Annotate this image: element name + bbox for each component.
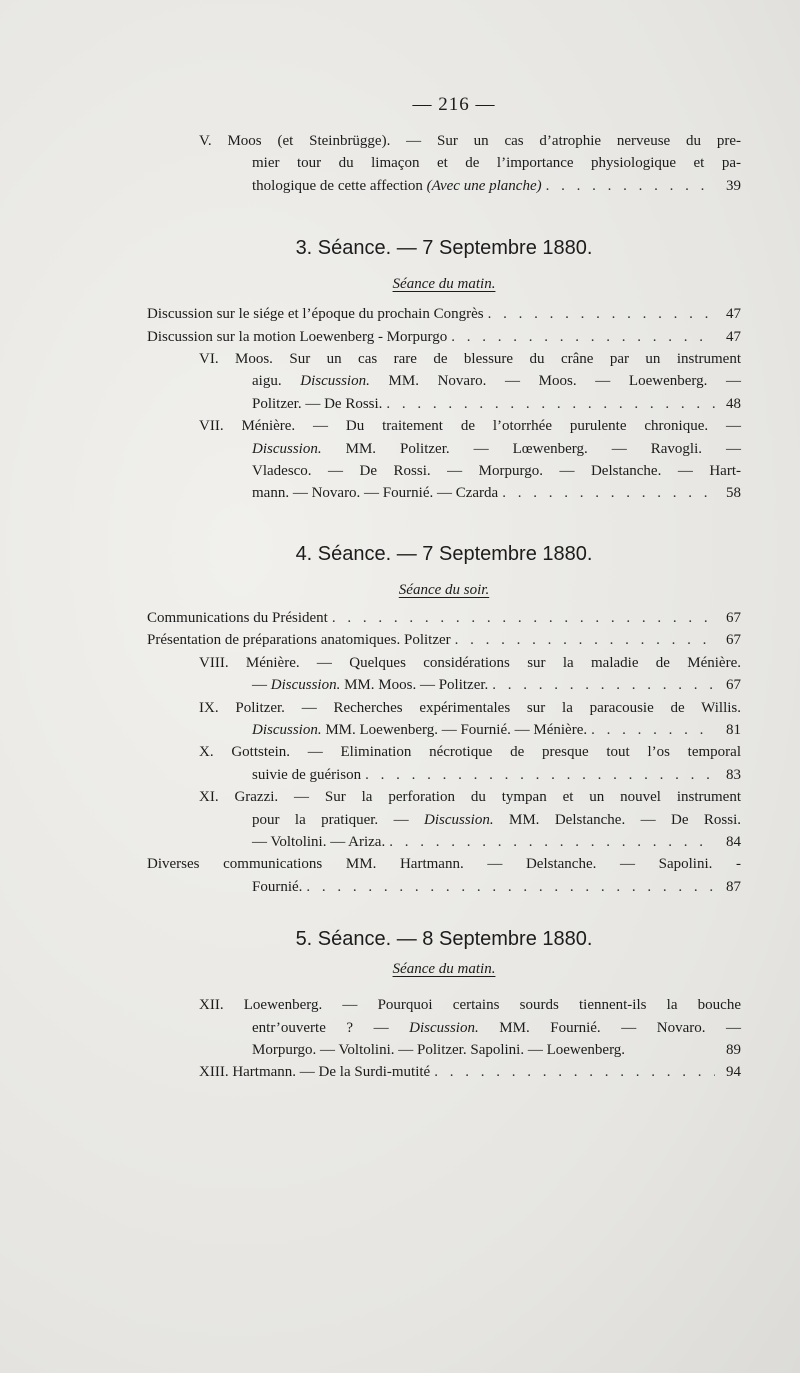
page-ref: 81 xyxy=(726,721,741,738)
page-number: — 216 — xyxy=(412,94,496,115)
entry-text: XIII. Hartmann. — De la Surdi-mutité xyxy=(199,1064,431,1081)
entry-text: — Discussion. MM. Moos. — Politzer. xyxy=(252,677,489,694)
entry-line: mier tour du limaçon et de l’importance physiologique et pa- xyxy=(252,155,741,172)
entry-line: Vladesco. — De Rossi. — Morpurgo. — Delstanche. — Hart- xyxy=(252,463,741,480)
page-ref: 47 xyxy=(726,328,741,345)
entry-line: XII. Loewenberg. — Pourquoi certains sourds tiennent-ils la bouche xyxy=(199,997,741,1014)
dot-leader xyxy=(591,719,715,741)
entry-line: VI. Moos. Sur un cas rare de blessure du crâne par un instrument xyxy=(199,351,741,368)
toc-entry xyxy=(147,303,741,325)
entry-text: Politzer. — De Rossi. xyxy=(252,395,383,412)
entry-text: — Voltolini. — Ariza. xyxy=(252,833,386,850)
entry-line: X. Gottstein. — Elimination nécrotique de presque tout l’os temporal xyxy=(199,744,741,761)
page-ref: 87 xyxy=(726,878,741,895)
entry-text: Discussion sur la motion Loewenberg - Morpurgo xyxy=(147,328,448,345)
section-subtitle: Séance du matin. xyxy=(392,961,496,978)
dot-leader xyxy=(386,393,715,415)
entry-line: Diverses communications MM. Hartmann. — Delstanche. — Sapolini. - xyxy=(147,856,741,873)
section-subtitle: Séance du soir. xyxy=(398,581,490,598)
entry-text: Présentation de préparations anatomiques. Politzer xyxy=(147,632,451,649)
table-of-contents xyxy=(147,90,741,1084)
page-ref: 67 xyxy=(726,677,741,694)
page-ref: 83 xyxy=(726,766,741,783)
entry-line: aigu. Discussion. MM. Novaro. — Moos. — Loewenberg. — xyxy=(252,373,742,390)
toc-entry-vi xyxy=(147,348,741,415)
entry-text: Discussion. MM. Loewenberg. — Fournié. — Ménière. xyxy=(252,721,588,738)
dot-leader xyxy=(488,303,715,325)
dot-leader xyxy=(365,764,715,786)
dot-leader xyxy=(389,831,715,853)
page-ref: 67 xyxy=(726,632,741,649)
toc-entry xyxy=(147,629,741,651)
dot-leader xyxy=(434,1061,715,1083)
entry-text: Fournié. xyxy=(252,878,303,895)
page-ref: 47 xyxy=(726,306,741,323)
entry-line: VIII. Ménière. — Quelques considérations sur la maladie de Ménière. xyxy=(199,654,741,671)
toc-entry-xiii xyxy=(147,1061,741,1083)
toc-entry-viii xyxy=(147,652,741,697)
dot-leader xyxy=(451,326,715,348)
section-subtitle: Séance du matin. xyxy=(392,276,496,293)
page-ref: 48 xyxy=(726,395,741,412)
dot-leader xyxy=(332,607,715,629)
toc-entry xyxy=(147,326,741,348)
toc-entry-xii xyxy=(147,994,741,1061)
entry-line: IX. Politzer. — Recherches expérimentales sur la paracousie de Willis. xyxy=(199,699,741,716)
entry-italic: (Avec une planche) xyxy=(426,177,542,194)
dot-leader xyxy=(546,175,715,197)
toc-entry-vii xyxy=(147,415,741,505)
page-ref: 89 xyxy=(726,1041,741,1058)
toc-entry-ix xyxy=(147,697,741,742)
entry-line: Discussion. MM. Politzer. — Lœwenberg. — Ravogli. — xyxy=(252,440,742,457)
dot-leader xyxy=(306,876,715,898)
entry-text: mann. — Novaro. — Fournié. — Czarda xyxy=(252,485,499,502)
toc-entry xyxy=(147,853,741,898)
page-ref: 94 xyxy=(726,1064,741,1081)
page-ref: 58 xyxy=(726,485,741,502)
page-ref: 67 xyxy=(726,609,741,626)
section-title: 3. Séance. — 7 Septembre 1880. xyxy=(295,237,593,260)
dot-leader xyxy=(502,482,715,504)
section-title: 4. Séance. — 7 Septembre 1880. xyxy=(295,542,593,565)
entry-line xyxy=(199,175,741,197)
toc-entry-x xyxy=(147,741,741,786)
entry-line: XI. Grazzi. — Sur la perforation du tympan et un nouvel instrument xyxy=(199,789,741,806)
dot-leader xyxy=(455,629,715,651)
entry-text: Discussion sur le siége et l’époque du prochain Congrès xyxy=(147,306,484,323)
entry-line: pour la pratiquer. — Discussion. MM. Delstanche. — De Rossi. xyxy=(252,811,742,828)
entry-line: entr’ouverte ? — Discussion. MM. Fournié. — Novaro. — xyxy=(252,1019,742,1036)
section-title: 5. Séance. — 8 Septembre 1880. xyxy=(295,928,593,951)
page-ref: 84 xyxy=(726,833,741,850)
page-ref: 39 xyxy=(726,177,741,194)
dot-leader xyxy=(492,674,715,696)
entry-line: V. Moos (et Steinbrügge). — Sur un cas d’atrophie nerveuse du pre- xyxy=(199,133,741,149)
toc-entry xyxy=(147,607,741,629)
toc-entry-v xyxy=(147,130,741,197)
entry-text: suivie de guérison xyxy=(252,766,362,783)
entry-text: Morpurgo. — Voltolini. — Politzer. Sapolini. — Loewenberg. xyxy=(252,1041,626,1058)
entry-text: Communications du Président xyxy=(147,609,328,626)
entry-line: VII. Ménière. — Du traitement de l’otorrhée purulente chronique. — xyxy=(199,418,741,435)
toc-entry-xi xyxy=(147,786,741,853)
entry-text: thologique de cette affection xyxy=(252,177,423,194)
